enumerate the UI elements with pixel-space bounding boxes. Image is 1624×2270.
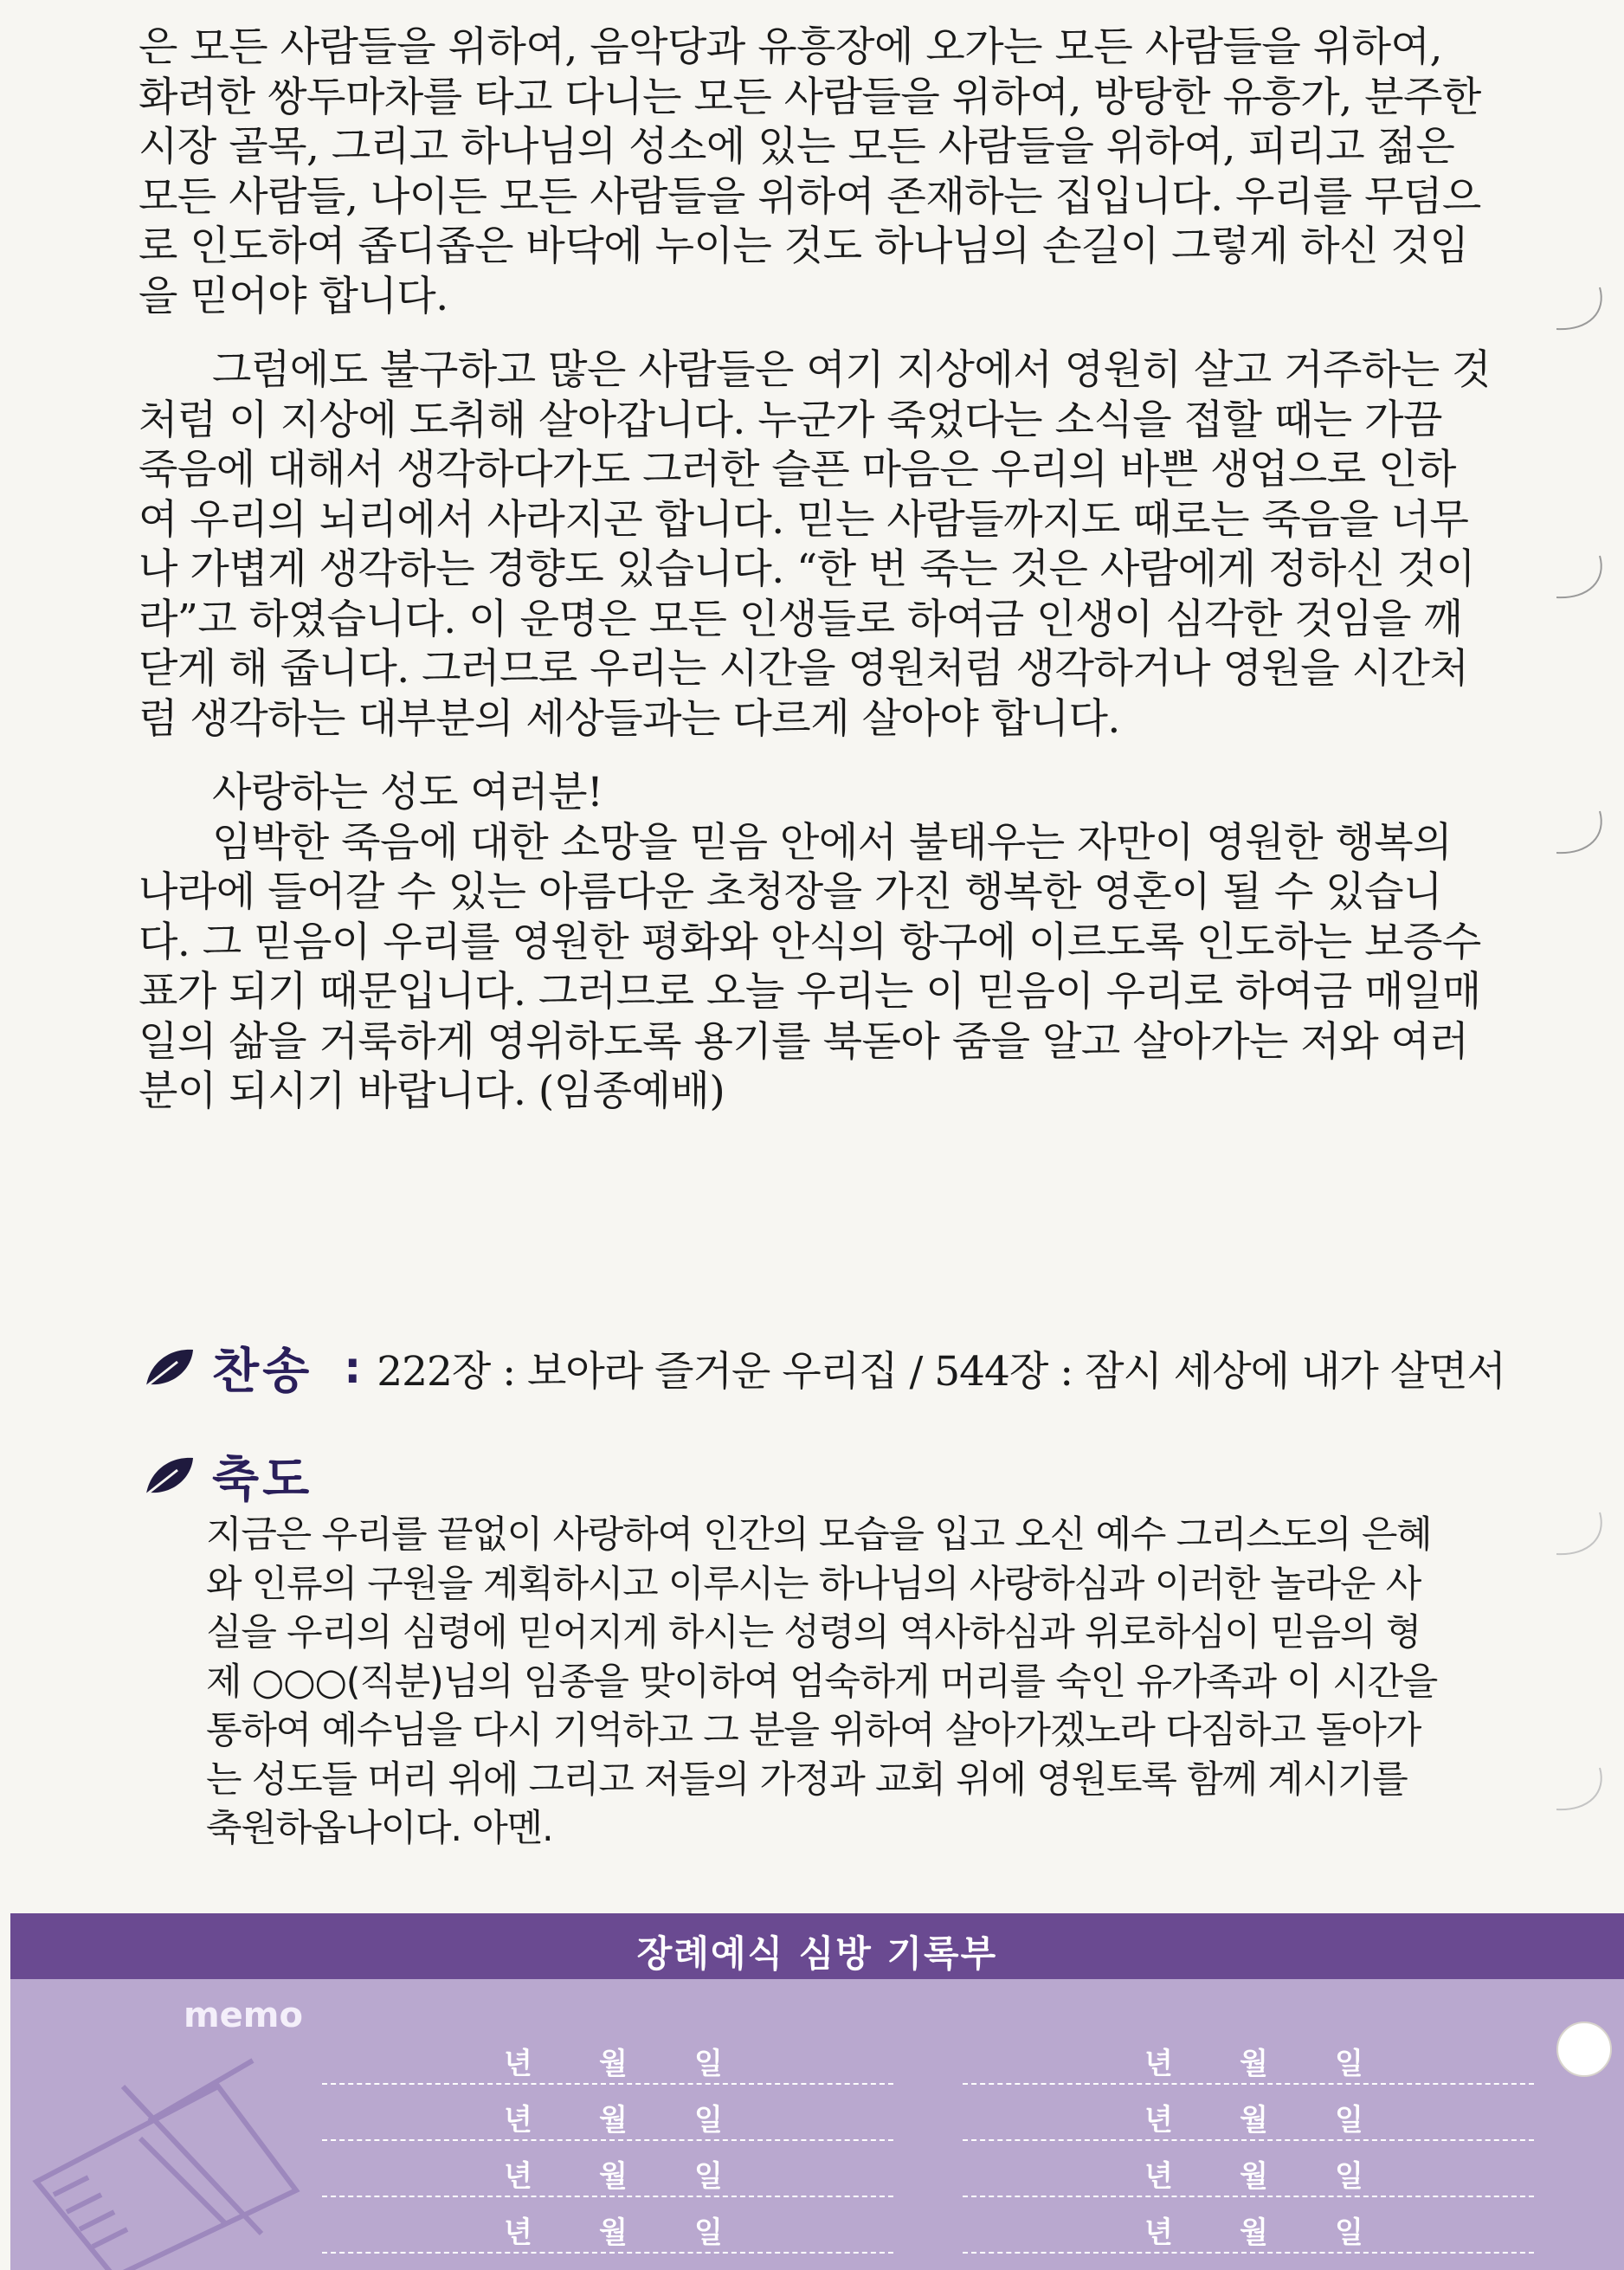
month-label: 월	[1240, 2215, 1268, 2250]
memo-date	[504, 2152, 789, 2195]
memo-date	[1144, 2209, 1430, 2251]
day-label: 일	[694, 2215, 723, 2250]
month-label: 월	[599, 2047, 628, 2081]
memo-label: memo	[184, 1996, 303, 2035]
month-label: 월	[599, 2215, 628, 2250]
text-line: 축원하옵나이다. 아멘.	[206, 1807, 553, 1850]
memo-header-title: 장례예식 심방 기록부	[636, 1932, 998, 1975]
text-line: 임박한 죽음에 대한 소망을 믿음 안에서 불태우는 자만이 영원한 행복의	[212, 818, 1453, 867]
month-label: 월	[599, 2103, 628, 2138]
text-line: 와 인류의 구원을 계획하시고 이루시는 하나님의 사랑하심과 이러한 놀라운 사	[206, 1562, 1421, 1606]
binder-arc-icon	[1555, 286, 1607, 338]
notebook-pen-icon	[19, 2052, 305, 2270]
text-line: 지금은 우리를 끝없이 사랑하여 인간의 모습을 입고 오신 예수 그리스도의 은혜	[206, 1513, 1432, 1557]
sermon-text	[139, 23, 1502, 1117]
memo-entry-row[interactable]	[963, 2091, 1534, 2141]
day-label: 일	[1335, 2047, 1363, 2081]
text-line: 여 우리의 뇌리에서 사라지곤 합니다. 믿는 사람들까지도 때로는 죽음을 너무	[139, 495, 1469, 544]
memo-entry-row[interactable]	[963, 2203, 1534, 2254]
text-line: 처럼 이 지상에 도취해 살아갑니다. 누군가 죽었다는 소식을 접할 때는 가끔	[139, 396, 1442, 444]
greeting-line: 사랑하는 성도 여러분!	[212, 769, 603, 816]
month-label: 월	[1240, 2159, 1268, 2194]
memo-date	[1144, 2096, 1430, 2138]
text-line: 죽음에 대해서 생각하다가도 그러한 슬픈 마음은 우리의 바쁜 생업으로 인하	[139, 446, 1456, 493]
text-line: 로 인도하여 좁디좁은 바닥에 누이는 것도 하나님의 손길이 그렇게 하신 것임	[139, 222, 1469, 270]
day-label: 일	[1335, 2159, 1363, 2194]
paragraph-1	[139, 23, 1502, 321]
binder-arc-icon	[1555, 1511, 1607, 1563]
memo-date	[504, 2040, 789, 2082]
month-label: 월	[1240, 2103, 1268, 2138]
text-line: 닫게 해 줍니다. 그러므로 우리는 시간을 영원처럼 생각하거나 영원을 시간처	[139, 645, 1469, 693]
text-line: 는 성도들 머리 위에 그리고 저들의 가정과 교회 위에 영원토록 함께 계시기를	[206, 1757, 1408, 1802]
year-label: 년	[504, 2159, 532, 2194]
day-label: 일	[1335, 2215, 1363, 2250]
month-label: 월	[1240, 2047, 1268, 2081]
binder-arc-icon	[1555, 554, 1607, 606]
paragraph-3	[139, 768, 1502, 1117]
text-line: 통하여 예수님을 다시 기억하고 그 분을 위하여 살아가겠노라 다짐하고 돌아가	[206, 1709, 1421, 1752]
memo-entry-row[interactable]	[322, 2091, 893, 2141]
benediction-title: 축도	[212, 1452, 313, 1508]
memo-entry-row[interactable]	[322, 2147, 893, 2197]
text-line: 모든 사람들, 나이든 모든 사람들을 위하여 존재하는 집입니다. 우리를 무덤으	[139, 172, 1481, 221]
year-label: 년	[1144, 2047, 1173, 2081]
day-label: 일	[1335, 2103, 1363, 2138]
memo-header-bar	[10, 1913, 1624, 1979]
text-line: 시장 골목, 그리고 하나님의 성소에 있는 모든 사람들을 위하여, 피리고 젊은	[139, 123, 1455, 171]
memo-date	[504, 2096, 789, 2138]
text-line: 제 ○○○(직분)님의 임종을 맞이하여 엄숙하게 머리를 숙인 유가족과 이 시간을	[206, 1660, 1438, 1704]
year-label: 년	[504, 2215, 532, 2250]
memo-date	[504, 2209, 789, 2251]
text-line: 라”고 하였습니다. 이 운명은 모든 인생들로 하여금 인생이 심각한 것임을 깨	[139, 595, 1463, 643]
day-label: 일	[694, 2103, 723, 2138]
text-line: 화려한 쌍두마차를 타고 다니는 모든 사람들을 위하여, 방탕한 유흥가, 분주한	[139, 73, 1481, 121]
binder-arc-icon	[1555, 1766, 1607, 1818]
year-label: 년	[1144, 2215, 1173, 2250]
memo-entry-row[interactable]	[322, 2035, 893, 2085]
memo-entry-row[interactable]	[963, 2035, 1534, 2085]
text-line: 을 믿어야 합니다.	[139, 272, 448, 320]
text-line: 일의 삶을 거룩하게 영위하도록 용기를 북돋아 줌을 알고 살아가는 저와 여러	[139, 1017, 1469, 1066]
memo-entry-row[interactable]	[963, 2147, 1534, 2197]
paragraph-2	[139, 345, 1502, 744]
memo-date	[1144, 2152, 1430, 2195]
hymn-colon: :	[344, 1343, 362, 1393]
month-label: 월	[599, 2159, 628, 2194]
day-label: 일	[694, 2047, 723, 2081]
text-line: 나라에 들어갈 수 있는 아름다운 초청장을 가진 행복한 영혼이 될 수 있습니	[139, 868, 1442, 916]
text-line: 분이 되시기 바랍니다. (임종예배)	[139, 1067, 725, 1115]
memo-entry-row[interactable]	[322, 2203, 893, 2254]
text-line: 은 모든 사람들을 위하여, 음악당과 유흥장에 오가는 모든 사람들을 위하여,	[139, 23, 1442, 71]
benediction-text	[206, 1511, 1500, 1854]
year-label: 년	[504, 2047, 532, 2081]
binder-arc-icon	[1555, 809, 1607, 861]
text-line: 다. 그 믿음이 우리를 영원한 평화와 안식의 항구에 이르도록 인도하는 보증수	[139, 918, 1481, 966]
day-label: 일	[694, 2159, 723, 2194]
hymn-section	[143, 1333, 1511, 1403]
hymn-title: 찬송	[212, 1344, 313, 1400]
year-label: 년	[504, 2103, 532, 2138]
memo-date	[1144, 2040, 1430, 2082]
year-label: 년	[1144, 2159, 1173, 2194]
text-line: 그럼에도 불구하고 많은 사람들은 여기 지상에서 영원히 살고 거주하는 것	[212, 346, 1492, 394]
punch-hole	[1556, 2022, 1612, 2077]
benediction-heading	[143, 1441, 313, 1511]
memo-record-box	[10, 1913, 1624, 2270]
hymn-list: 222장 : 보아라 즐거운 우리집 / 544장 : 잠시 세상에 내가 살면서	[377, 1347, 1505, 1396]
leaf-icon	[143, 1346, 197, 1390]
text-line: 럼 생각하는 대부분의 세상들과는 다르게 살아야 합니다.	[139, 694, 1120, 743]
leaf-icon	[143, 1454, 197, 1498]
text-line: 실을 우리의 심령에 믿어지게 하시는 성령의 역사하심과 위로하심이 믿음의 형	[206, 1611, 1421, 1654]
text-line: 표가 되기 때문입니다. 그러므로 오늘 우리는 이 믿음이 우리로 하여금 매일매	[139, 968, 1481, 1016]
year-label: 년	[1144, 2103, 1173, 2138]
text-line: 나 가볍게 생각하는 경향도 있습니다. “한 번 죽는 것은 사람에게 정하신 것이	[139, 545, 1475, 593]
